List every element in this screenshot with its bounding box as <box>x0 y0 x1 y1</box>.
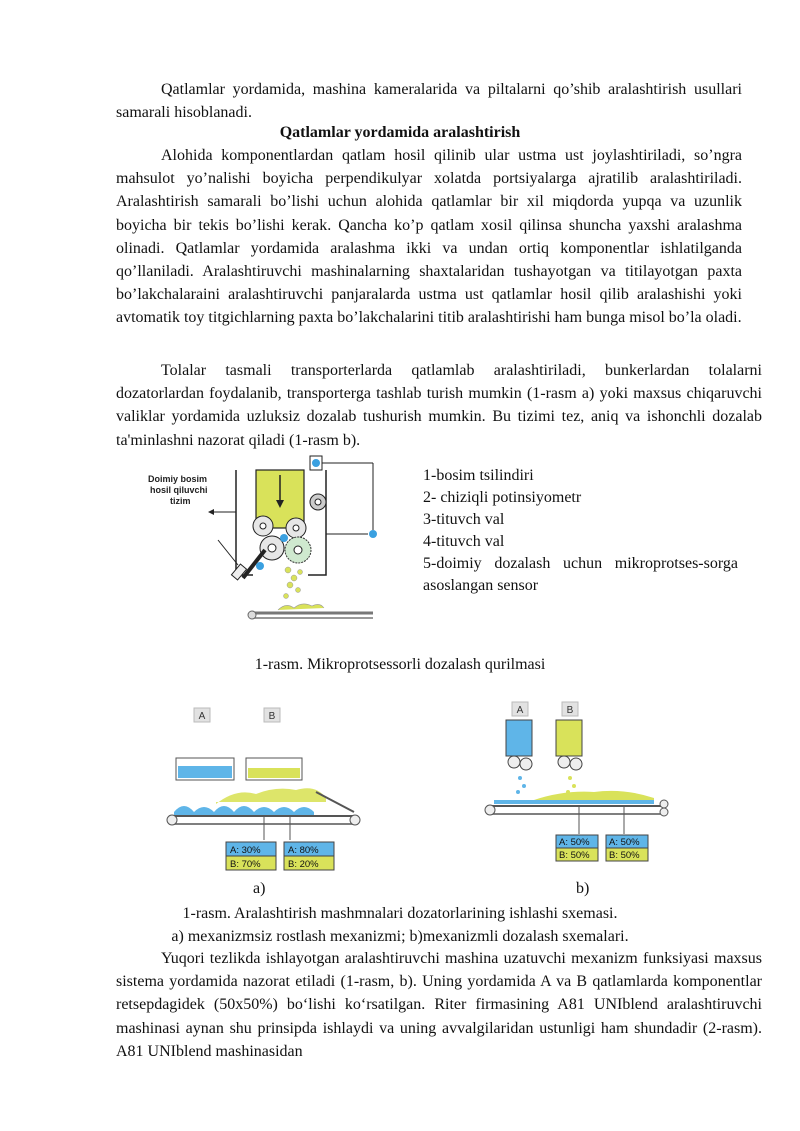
section-heading: Qatlamlar yordamida aralashtirish <box>279 124 521 141</box>
box2-a-value: A: 50% <box>609 837 640 848</box>
box1-b-value: B: 70% <box>230 859 261 870</box>
diagram-label-2: hosil qiluvchi <box>150 485 208 495</box>
mixing-scheme-a <box>166 700 366 880</box>
hopper-a-label: A <box>198 711 206 722</box>
subfigure-b-label: b) <box>576 880 590 897</box>
legend-item: 3-tituvch val <box>423 511 505 528</box>
box1-b-value: B: 50% <box>559 850 590 861</box>
box1-a-value: A: 30% <box>230 845 261 856</box>
mixing-scheme-b <box>484 700 684 880</box>
subfigure-a-label: a) <box>253 880 266 897</box>
legend-item: 5-doimiy dozalash uchun mikroprotses-sorga asoslangan sensor <box>423 555 738 594</box>
diagram-label-1: Doimiy bosim <box>148 474 208 484</box>
legend-item: 2- chiziqli potinsiyometr <box>423 489 582 506</box>
paragraph-transporters: Tolalar tasmali transporterlarda qatlamlab aralashtiriladi, bunkerlardan tolalarni dozatorlardan foydalanib, transporterga tashlab turish mumkin (1-rasm a) yoki maxsus chiqaruvchi valiklar yordamida uzluksiz dozalab tushurish mumkin. Bu tizimi tez, aniq va ishonchli dozalab ta'minlashni nazorat qiladi (1-rasm b). <box>116 362 762 449</box>
legend-item: 4-tituvch val <box>423 533 505 550</box>
figure1-legend <box>423 465 738 597</box>
figure2-caption-line1: 1-rasm. Aralashtirish mashmnalari dozatorlarining ishlashi sxemasi. <box>182 905 618 922</box>
box2-b-value: B: 50% <box>609 850 640 861</box>
paragraph-control-system: Yuqori tezlikda ishlayotgan aralashtiruvchi mashina uzatuvchi mexanizm funksiyasi maxsus sistema yordamida nazorat etiladi (1-rasm, b). Uning yordamida A va B qatlamlarda komponentlar retsepdagidek (50x50%) bo‘lishi ko‘rsatilgan. Riter firmasining A81 UNIblend aralashtiruvchi mashinasi aynan shu prinsipda ishlaydi va uning avvalgilaridan ustunligi ham shundadir (2-rasm). A81 UNIblend mashinasidan <box>116 950 762 1060</box>
hopper-b-label: B <box>268 711 276 722</box>
hopper-b-label: B <box>566 705 574 716</box>
box2-b-value: B: 20% <box>288 859 319 870</box>
paragraph-layers: Alohida komponentlardan qatlam hosil qilinib ular ustma ust joylashtiriladi, so’ngra mahsulot yo’nalishi boyicha perpendikulyar xolatda portsiyalarga ajratilib aralashtiriladi. Aralashtirish samarali bo’lishi uchun alohida qatlamlar bir xil miqdorda yupqa va uzunlik boyicha bir tekis bo’lishi kerak. Qancha ko’p qatlam xosil qilinsa shuncha yaxshi aralashma olinadi. Qatlamlar yordamida aralashma ikki va undan ortiq komponentlar ishlatilganda qo’llaniladi. Aralashtiruvchi mashinalarning shaxtalaridan tushayotgan va titilayotgan paxta bo’lakchalaraini aralashtiruvchi panjaralarda ustma ust qatlamlar hosil qilib aralashishi yoki avtomatik toy titgichlarning paxta bo’lakchalarini titib aralashtirishi ham bunga misol bo’la oladi. <box>116 147 742 327</box>
diagram-label-3: tizim <box>170 496 191 506</box>
legend-item: 1-bosim tsilindiri <box>423 467 534 484</box>
box1-a-value: A: 50% <box>559 837 590 848</box>
figure2-caption-line2: a) mexanizmsiz rostlash mexanizmi; b)mexanizmli dozalash sxemalari. <box>171 928 629 945</box>
figure1-caption: 1-rasm. Mikroprotsessorli dozalash qurilmasi <box>254 656 546 673</box>
box2-a-value: A: 80% <box>288 845 319 856</box>
intro-paragraph: Qatlamlar yordamida, mashina kameralarida va piltalarni qo’shib aralashtirish usullari samarali hisoblanadi. <box>116 81 742 122</box>
hopper-a-label: A <box>516 705 524 716</box>
dosing-device-diagram <box>148 450 388 620</box>
